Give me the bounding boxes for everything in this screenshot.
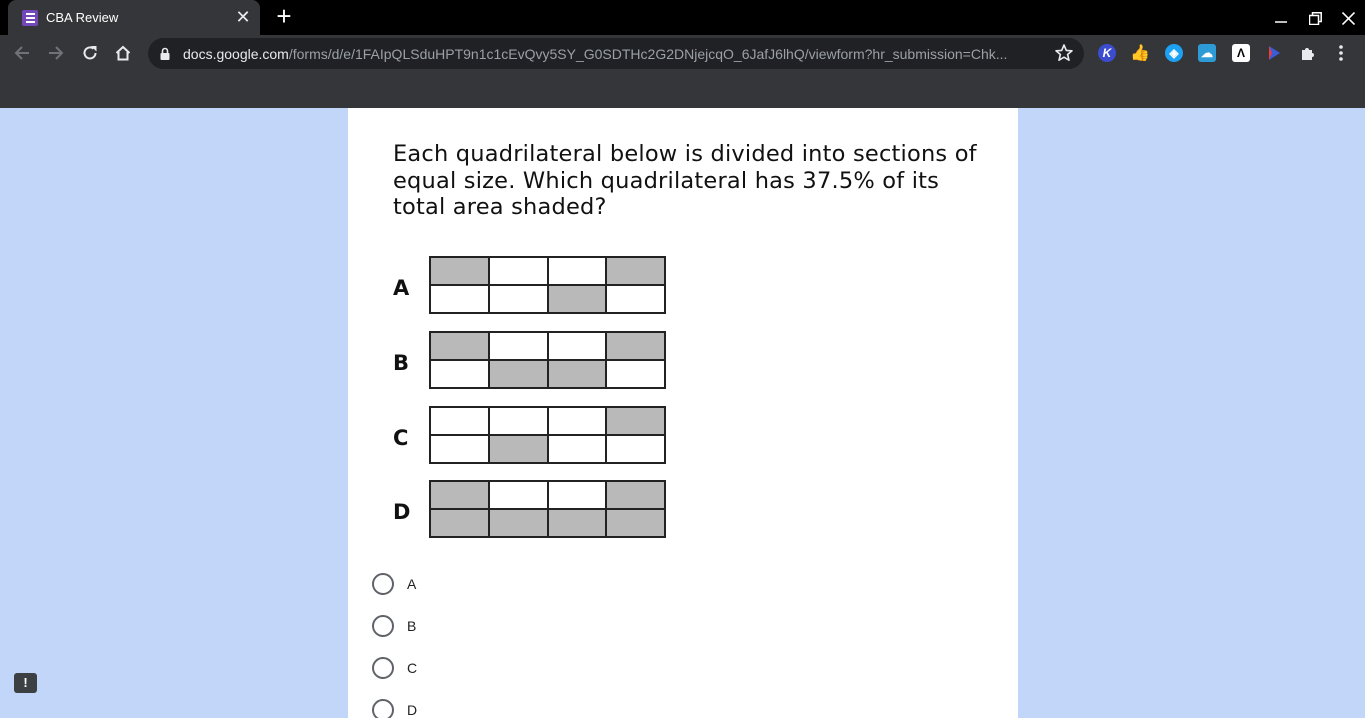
unshaded-section [548,257,607,285]
shaded-section [548,360,607,388]
shaded-section [548,509,607,537]
shaded-section [430,257,489,285]
back-button[interactable] [9,40,35,66]
lock-icon[interactable] [160,47,170,60]
radio-button[interactable] [372,699,394,718]
question-card [348,108,1018,718]
shaded-section [430,332,489,360]
option-label: B [407,618,417,634]
form-page [0,108,1365,718]
bookmarks-bar [0,72,1365,108]
unshaded-section [430,285,489,313]
browser-tab[interactable] [8,0,260,35]
option-c[interactable] [372,657,417,679]
reload-button[interactable] [77,40,103,66]
shaded-section [489,435,548,463]
unshaded-section [606,360,665,388]
tab-strip [0,0,1365,35]
cloud-extension-icon[interactable]: ☁ [1198,44,1216,62]
unshaded-section [548,332,607,360]
unshaded-section [606,435,665,463]
home-button[interactable] [110,40,136,66]
unshaded-section [548,435,607,463]
quadrilateral-grid [429,331,666,389]
unshaded-section [489,285,548,313]
option-d[interactable] [372,699,417,718]
unshaded-section [430,435,489,463]
unshaded-section [430,360,489,388]
k-extension-icon[interactable]: K [1098,44,1116,62]
unshaded-section [606,285,665,313]
option-b[interactable] [372,615,416,637]
shaded-section [489,360,548,388]
radio-button[interactable] [372,615,394,637]
bookmark-star-icon[interactable] [1054,43,1074,63]
a-extension-icon[interactable]: Λ [1232,44,1250,62]
thumbs-up-extension-icon[interactable]: 👍 [1130,45,1150,62]
unshaded-section [430,407,489,435]
unshaded-section [548,407,607,435]
quadrilateral-grid [429,256,666,314]
puzzle-extensions-icon[interactable] [1299,44,1317,62]
tab-close-icon[interactable]: ✕ [235,7,251,27]
browser-toolbar [0,35,1365,72]
shaded-section [606,407,665,435]
address-bar[interactable] [148,38,1084,69]
option-label: D [407,702,418,718]
quadrilateral-grid [429,480,666,538]
url-path: /forms/d/e/1FAIpQLSduHPT9n1c1cEvQvy5SY_G0SDTHc2G2DNjejcqO_6JafJ6lhQ/viewform?hr_submission=Chk... [288,45,1008,62]
unshaded-section [489,481,548,509]
unshaded-section [548,481,607,509]
pointer-extension-icon[interactable] [1265,44,1283,62]
unshaded-section [489,332,548,360]
option-label: A [407,576,417,592]
shaded-section [606,509,665,537]
question-text: Each quadrilateral below is divided into sections of equal size. Which quadrilateral has 37.5% of its total area shaded? [393,141,977,220]
shaded-section [606,257,665,285]
figure-letter: C [393,426,409,450]
radio-button[interactable] [372,657,394,679]
radio-button[interactable] [372,573,394,595]
unshaded-section [489,257,548,285]
option-a[interactable] [372,573,416,595]
unshaded-section [489,407,548,435]
figure-letter: A [393,276,410,300]
shaded-section [606,481,665,509]
tab-title: CBA Review [46,10,119,25]
figure-letter: B [393,351,410,375]
shaded-section [430,509,489,537]
forward-button[interactable] [43,40,69,66]
shaded-section [430,481,489,509]
restore-button[interactable] [1304,7,1326,29]
shaded-section [489,509,548,537]
close-window-button[interactable] [1337,7,1359,29]
quadrilateral-grid [429,406,666,464]
figure-letter: D [393,500,411,524]
feedback-icon[interactable]: ! [14,673,37,693]
url-host: docs.google.com [183,45,289,62]
google-forms-icon [22,10,38,26]
shaded-section [548,285,607,313]
diamond-extension-icon[interactable]: ◈ [1165,44,1183,62]
menu-kebab-icon[interactable] [1332,44,1350,62]
url-text[interactable] [183,46,1043,62]
shaded-section [606,332,665,360]
option-label: C [407,660,418,676]
minimize-button[interactable] [1270,7,1292,29]
new-tab-button[interactable]: + [276,1,292,31]
